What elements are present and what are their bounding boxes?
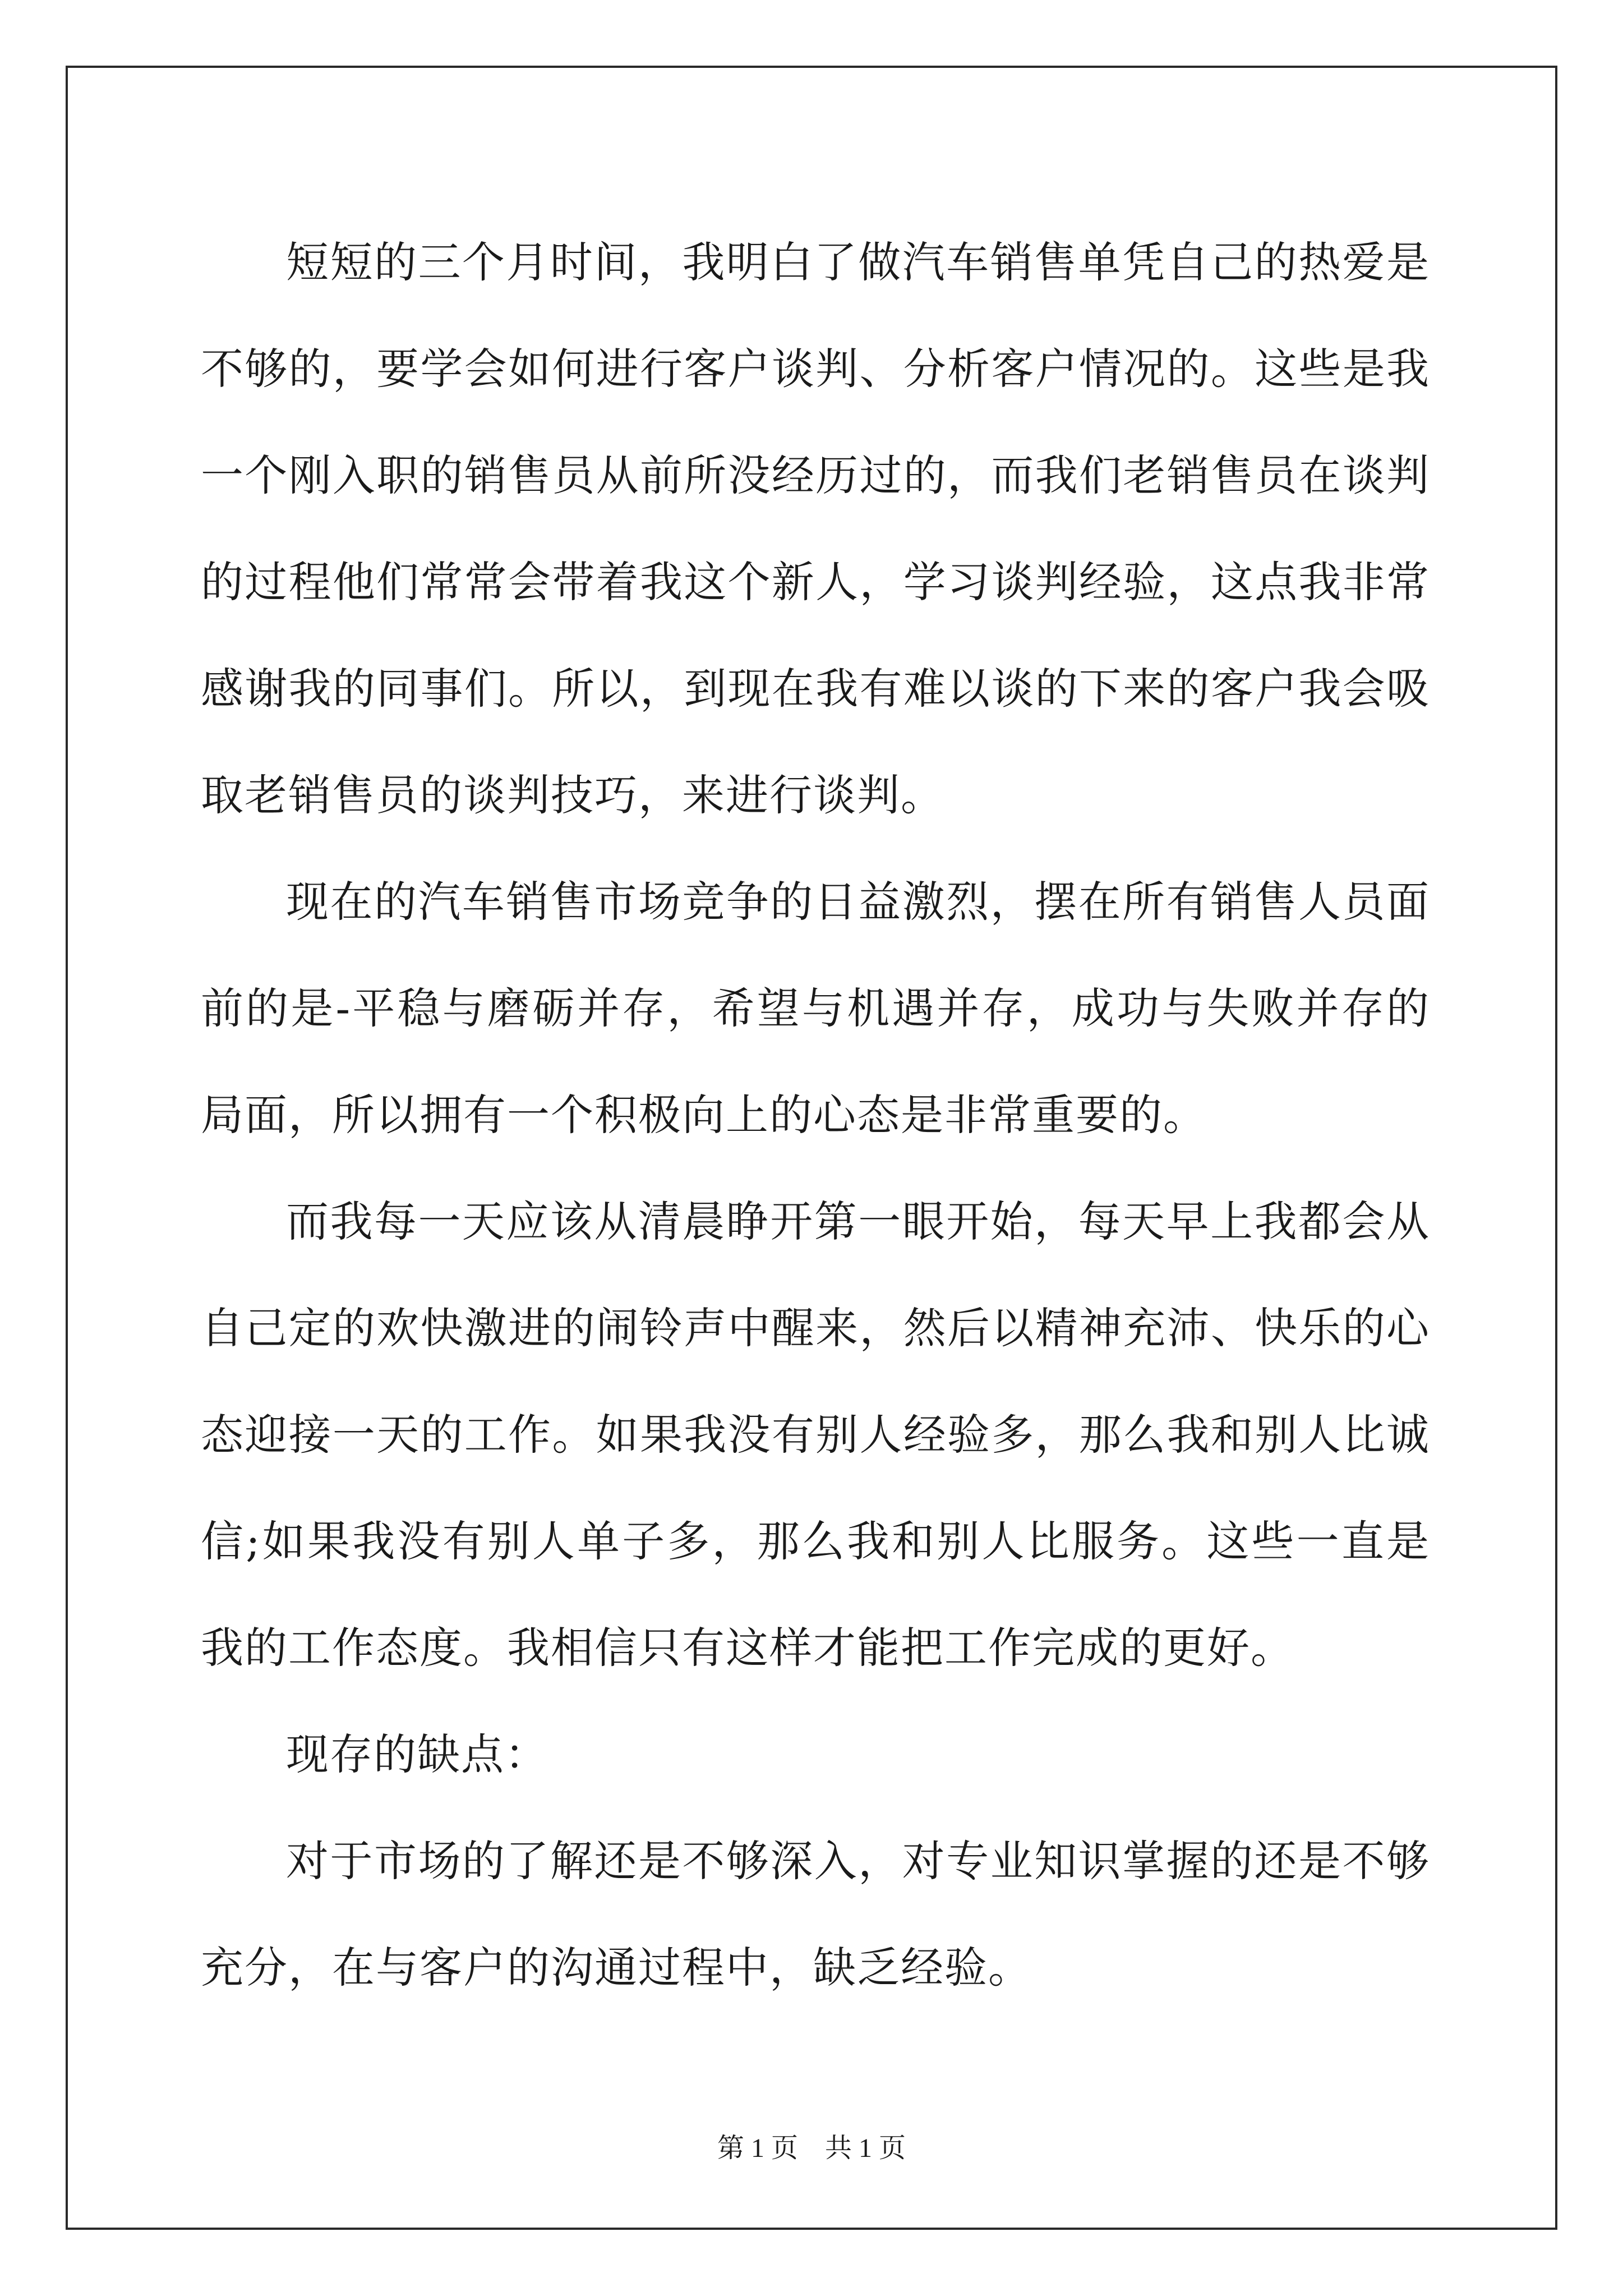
paragraph-4: 现存的缺点：	[286, 1729, 548, 1779]
paragraph-3: 而我每一天应该从清晨睁开第一眼开始，每天早上我都会从自己定的欢快激进的闹铃声中醒来，然后以精神充沛、快乐的心态迎接一天的工作。如果我没有别人经验多，那么我和别人比诚信;如果我没有别人单子多，那么我和别人比服务。这些一直是我的工作态度。我相信只有这样才能把工作完成的更好。	[201, 1197, 1430, 1673]
document-body	[201, 209, 1430, 2021]
page-number-footer: 第 1 页 共 1 页	[717, 2133, 906, 2163]
paragraph-2: 现在的汽车销售市场竞争的日益激烈，摆在所有销售人员面前的是-平稳与磨砺并存，希望与机遇并存，成功与失败并存的局面，所以拥有一个积极向上的心态是非常重要的。	[201, 877, 1430, 1140]
paragraph-1: 短短的三个月时间，我明白了做汽车销售单凭自己的热爱是不够的，要学会如何进行客户谈判、分析客户情况的。这些是我一个刚入职的销售员从前所没经历过的，而我们老销售员在谈判的过程他们常常会带着我这个新人，学习谈判经验，这点我非常感谢我的同事们。所以，到现在我有难以谈的下来的客户我会吸取老销售员的谈判技巧，来进行谈判。	[201, 237, 1430, 820]
paragraph-5: 对于市场的了解还是不够深入，对专业知识掌握的还是不够充分，在与客户的沟通过程中，缺乏经验。	[201, 1836, 1430, 1993]
